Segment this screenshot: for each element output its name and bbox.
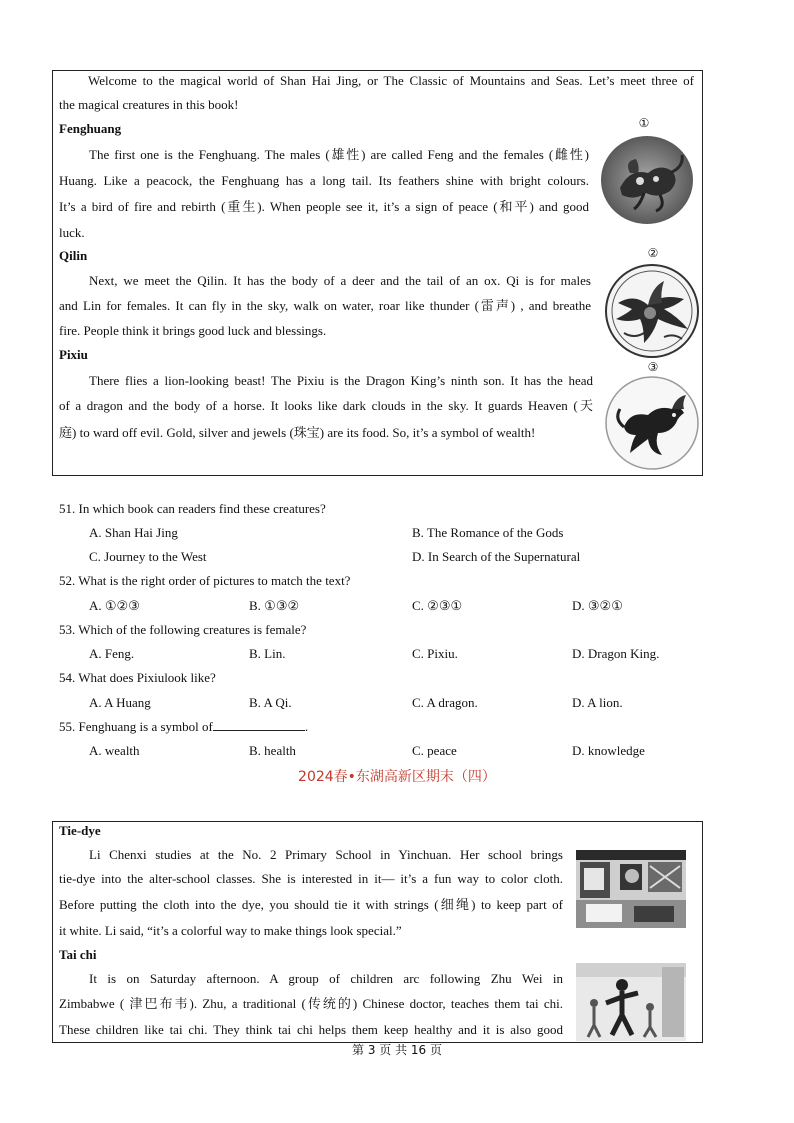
tai-chi-photo-drawing	[576, 963, 686, 1041]
picture-number-1: ①	[638, 116, 650, 130]
tiedye-line-1: Li Chenxi studies at the No. 2 Primary School in Yinchuan. Her school brings	[89, 847, 563, 862]
heading-tai-chi: Tai chi	[59, 947, 97, 962]
creature-picture-3	[604, 375, 700, 471]
q53-option-d[interactable]: D. Dragon King.	[572, 646, 660, 661]
fenghuang-line-2: Huang. Like a peacock, the Fenghuang has a long tail. Its feathers shine with bright colours.	[59, 173, 589, 188]
tiedye-line-4: it white. Li said, “it’s a colorful way to make things look special.”	[59, 923, 402, 938]
heading-tie-dye: Tie-dye	[59, 823, 101, 838]
fenghuang-line-1: The first one is the Fenghuang. The males (雄性) are called Feng and the females (雌性)	[89, 147, 589, 162]
q54-option-c[interactable]: C. A dragon.	[412, 695, 478, 710]
qilin-line-2: and Lin for females. It can fly in the sky, walk on water, roar like thunder (雷声) , and breathe	[59, 298, 591, 313]
section-title: 2024春•东湖高新区期末（四）	[298, 769, 496, 785]
q51-option-d[interactable]: D. In Search of the Supernatural	[412, 549, 581, 564]
qilin-line-1: Next, we meet the Qilin. It has the body of a deer and the tail of an ox. Qi is for males	[89, 273, 591, 288]
taichi-line-2: Zimbabwe ( 津巴布韦). Zhu, a traditional (传统的) Chinese doctor, teaches them tai chi.	[59, 996, 563, 1011]
question-55-stem: 55. Fenghuang is a symbol of	[59, 719, 213, 734]
creature-1-drawing	[600, 133, 694, 227]
heading-qilin: Qilin	[59, 248, 88, 263]
question-53: 53. Which of the following creatures is female?	[59, 622, 307, 637]
question-54: 54. What does Pixiulook like?	[59, 670, 216, 685]
fenghuang-line-3: It’s a bird of fire and rebirth (重生). When people see it, it’s a sign of peace (和平) and good	[59, 199, 589, 214]
tiedye-line-3: Before putting the cloth into the dye, you should tie it with strings (细绳) to keep part of	[59, 897, 563, 912]
qilin-line-3: fire. People think it brings good luck and blessings.	[59, 323, 327, 338]
heading-pixiu: Pixiu	[59, 347, 88, 362]
q54-option-d[interactable]: D. A lion.	[572, 695, 623, 710]
creature-picture-2	[604, 263, 700, 359]
pixiu-line-2: of a dragon and the body of a horse. It looks like dark clouds in the sky. It guards Heaven (天	[59, 398, 593, 413]
question-55: 55. Fenghuang is a symbol of .	[59, 719, 309, 734]
question-52: 52. What is the right order of pictures to match the text?	[59, 573, 351, 588]
q53-option-b[interactable]: B. Lin.	[249, 646, 286, 661]
question-51: 51. In which book can readers find these creatures?	[59, 501, 326, 516]
fenghuang-line-4: luck.	[59, 225, 85, 240]
tai-chi-photo	[576, 963, 686, 1041]
q51-option-b[interactable]: B. The Romance of the Gods	[412, 525, 564, 540]
q54-option-b[interactable]: B. A Qi.	[249, 695, 292, 710]
taichi-line-3: These children like tai chi. They think tai chi helps them keep healthy and it is also good	[59, 1022, 563, 1037]
q51-option-c[interactable]: C. Journey to the West	[89, 549, 207, 564]
answer-blank[interactable]	[213, 719, 305, 731]
q55-option-a[interactable]: A. wealth	[89, 743, 140, 758]
taichi-line-1: It is on Saturday afternoon. A group of children arc following Zhu Wei in	[89, 971, 563, 986]
tie-dye-photo	[576, 850, 686, 928]
tiedye-line-2: tie-dye into the alter-school classes. She is interested in it— it’s a fun way to color cloth.	[59, 871, 563, 886]
creature-picture-1	[600, 133, 694, 227]
creature-3-drawing	[604, 375, 700, 471]
q55-option-d[interactable]: D. knowledge	[572, 743, 645, 758]
picture-number-3: ③	[647, 360, 659, 374]
tie-dye-photo-drawing	[576, 850, 686, 928]
intro-line-1: Welcome to the magical world of Shan Hai Jing, or The Classic of Mountains and Seas. Let’s meet three of	[88, 73, 694, 88]
q53-option-c[interactable]: C. Pixiu.	[412, 646, 458, 661]
pixiu-line-3: 庭) to ward off evil. Gold, silver and jewels (珠宝) are its food. So, it’s a symbol of wealth!	[59, 425, 536, 440]
q55-option-b[interactable]: B. health	[249, 743, 296, 758]
heading-fenghuang: Fenghuang	[59, 121, 122, 136]
q55-option-c[interactable]: C. peace	[412, 743, 457, 758]
q52-option-c[interactable]: C. ②③①	[412, 598, 463, 613]
q52-option-b[interactable]: B. ①③②	[249, 598, 300, 613]
intro-line-2: the magical creatures in this book!	[59, 97, 239, 112]
q54-option-a[interactable]: A. A Huang	[89, 695, 151, 710]
page-footer: 第 3 页 共 16 页	[352, 1043, 442, 1057]
q52-option-d[interactable]: D. ③②①	[572, 598, 623, 613]
creature-2-drawing	[604, 263, 700, 359]
q52-option-a[interactable]: A. ①②③	[89, 598, 140, 613]
q51-option-a[interactable]: A. Shan Hai Jing	[89, 525, 178, 540]
picture-number-2: ②	[647, 246, 659, 260]
pixiu-line-1: There flies a lion-looking beast! The Pixiu is the Dragon King’s ninth son. It has the head	[89, 373, 593, 388]
q53-option-a[interactable]: A. Feng.	[89, 646, 135, 661]
